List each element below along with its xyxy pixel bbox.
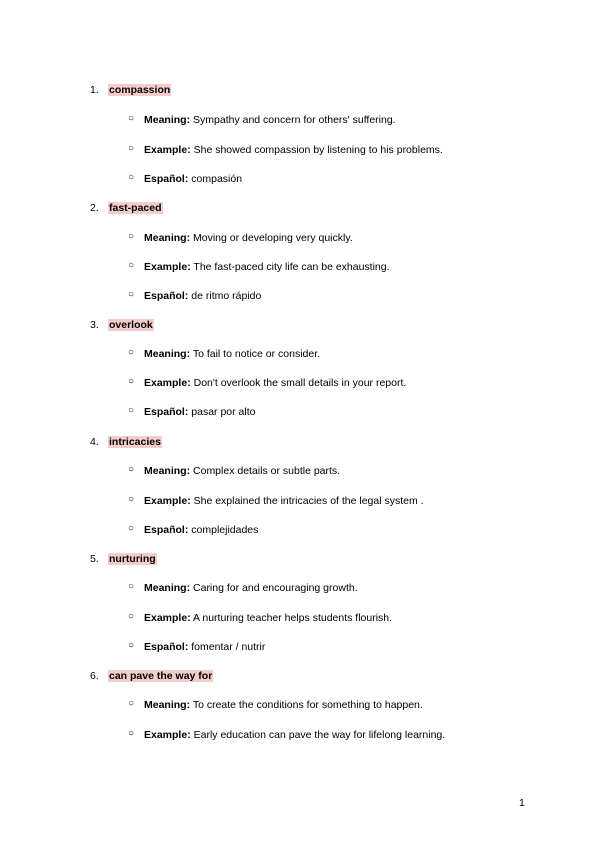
spanish-label: Español: — [144, 524, 189, 536]
entry-number: 5. — [90, 553, 99, 565]
example-label: Example: — [144, 612, 191, 624]
entry-number: 2. — [90, 202, 99, 214]
meaning-label: Meaning: — [144, 465, 191, 477]
entry-number: 4. — [90, 436, 99, 448]
spanish-label: Español: — [144, 641, 189, 653]
spanish-text: de ritmo rápido — [191, 290, 262, 302]
example-text: The fast-paced city life can be exhausting. — [193, 261, 390, 273]
meaning-label: Meaning: — [144, 114, 191, 126]
example-label: Example: — [144, 729, 191, 741]
meaning-text: Moving or developing very quickly. — [193, 232, 353, 244]
example-label: Example: — [144, 261, 191, 273]
bullet-icon: ○ — [128, 231, 135, 242]
entry-number: 6. — [90, 670, 99, 682]
bullet-icon: ○ — [128, 143, 135, 154]
bullet-icon: ○ — [128, 405, 135, 416]
vocab-term: overlook — [109, 319, 153, 331]
spanish-text: fomentar / nutrir — [191, 641, 266, 653]
bullet-icon: ○ — [128, 289, 135, 300]
bullet-icon: ○ — [128, 464, 135, 475]
vocab-term: nurturing — [109, 553, 156, 565]
bullet-icon: ○ — [128, 611, 135, 622]
entry-number: 1. — [90, 84, 99, 96]
example-label: Example: — [144, 377, 191, 389]
meaning-text: To create the conditions for something to happen. — [192, 699, 423, 711]
bullet-icon: ○ — [128, 494, 135, 505]
spanish-label: Español: — [144, 290, 189, 302]
vocab-term: fast-paced — [109, 202, 162, 214]
bullet-icon: ○ — [128, 347, 135, 358]
example-text: A nurturing teacher helps students flourish. — [193, 612, 393, 624]
example-text: She explained the intricacies of the legal system . — [193, 495, 424, 507]
spanish-text: pasar por alto — [191, 406, 256, 418]
vocab-term: compassion — [109, 84, 171, 96]
meaning-label: Meaning: — [144, 699, 191, 711]
bullet-icon: ○ — [128, 113, 135, 124]
meaning-label: Meaning: — [144, 348, 191, 360]
vocab-term: intricacies — [109, 436, 161, 448]
entry-number: 3. — [90, 319, 99, 331]
meaning-label: Meaning: — [144, 582, 191, 594]
meaning-text: Complex details or subtle parts. — [193, 465, 341, 477]
page-number: 1 — [519, 797, 525, 809]
spanish-label: Español: — [144, 406, 189, 418]
bullet-icon: ○ — [128, 523, 135, 534]
meaning-text: Sympathy and concern for others' suffering. — [193, 114, 396, 126]
example-label: Example: — [144, 495, 191, 507]
bullet-icon: ○ — [128, 172, 135, 183]
bullet-icon: ○ — [128, 260, 135, 271]
spanish-label: Español: — [144, 173, 189, 185]
bullet-icon: ○ — [128, 698, 135, 709]
bullet-icon: ○ — [128, 728, 135, 739]
example-label: Example: — [144, 144, 191, 156]
example-text: Early education can pave the way for lifelong learning. — [193, 729, 446, 741]
spanish-text: compasión — [191, 173, 243, 185]
spanish-text: complejidades — [191, 524, 259, 536]
bullet-icon: ○ — [128, 640, 135, 651]
vocab-term: can pave the way for — [109, 670, 213, 682]
meaning-label: Meaning: — [144, 232, 191, 244]
example-text: She showed compassion by listening to his problems. — [193, 144, 443, 156]
bullet-icon: ○ — [128, 581, 135, 592]
meaning-text: To fail to notice or consider. — [192, 348, 321, 360]
example-text: Don't overlook the small details in your report. — [193, 377, 407, 389]
bullet-icon: ○ — [128, 376, 135, 387]
meaning-text: Caring for and encouraging growth. — [193, 582, 358, 594]
